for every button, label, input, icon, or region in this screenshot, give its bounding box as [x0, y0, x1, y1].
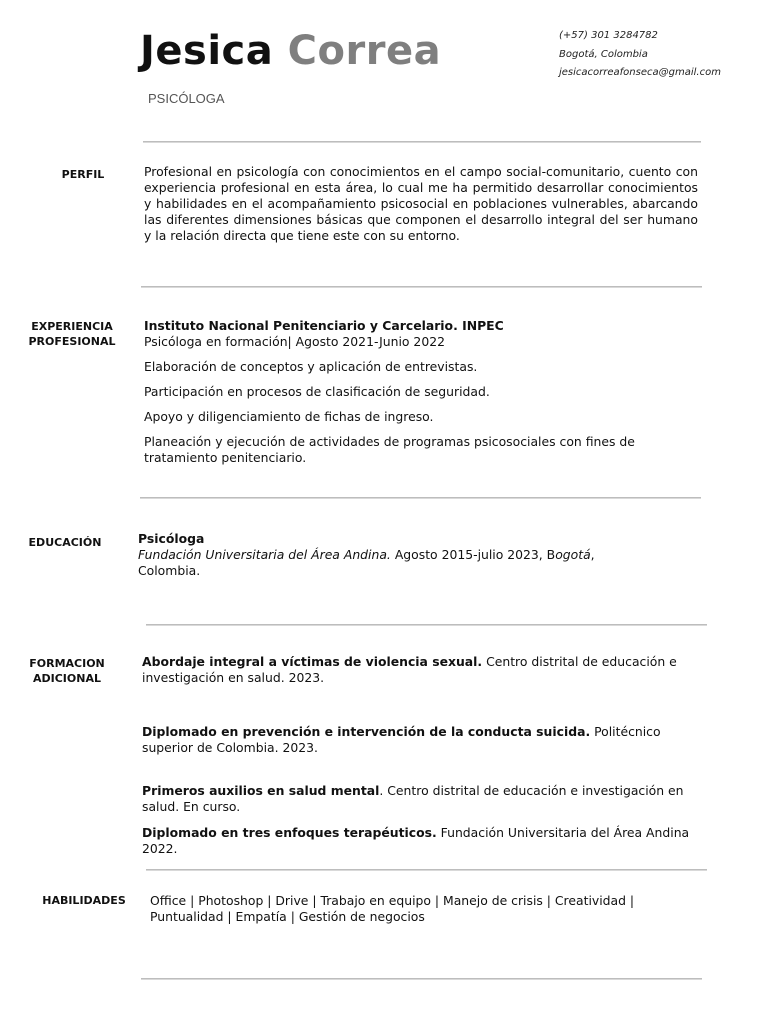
divider [141, 978, 702, 980]
education-country: , Colombia. [138, 547, 595, 578]
perfil-text: Profesional en psicología con conocimientos en el campo social-comunitario, cuento con experiencia profesional en esta área, lo cual me ha permitido desarrollar conocimientos y habilidades en el acompañamiento psicosocial en poblaciones vulnerables, abarcando las diferentes dimensiones básicas que componen el desarrollo integral del ser humano y la relación directa que tiene este con su entorno. [144, 164, 698, 243]
degree: Psicóloga [138, 531, 205, 546]
education-entry [138, 531, 638, 579]
experience-entry [144, 318, 704, 466]
duty-item: Apoyo y diligenciamiento de fichas de ingreso. [144, 409, 434, 424]
contact-email: jesicacorreafonseca@gmail.com [559, 67, 721, 78]
course-item [142, 654, 692, 686]
divider [140, 497, 701, 499]
first-name: Jesica [140, 28, 274, 74]
institution: Fundación Universitaria del Área Andina. [138, 547, 391, 562]
course-item [142, 825, 692, 857]
candidate-name [140, 28, 441, 74]
contact-phone: (+57) 301 3284782 [559, 30, 658, 41]
course-title: Abordaje integral a víctimas de violencia sexual. [142, 654, 483, 669]
label-line: EXPERIENCIA [31, 320, 113, 333]
last-name: Correa [287, 28, 442, 74]
divider [146, 869, 707, 871]
skills-text: Office | Photoshop | Drive | Trabajo en equipo | Manejo de crisis | Creatividad | Puntualidad | Empatía | Gestión de negocios [150, 893, 635, 924]
label-line: FORMACION [29, 657, 105, 670]
divider [141, 286, 702, 288]
education-dates: Agosto 2015-julio 2023, B [390, 547, 556, 562]
contact-location: Bogotá, Colombia [559, 49, 648, 60]
duty-item: Elaboración de conceptos y aplicación de entrevistas. [144, 359, 478, 374]
label-line: ADICIONAL [33, 672, 101, 685]
section-label-formacion [18, 656, 116, 686]
course-detail: . Centro distrital de educación e investigación en salud. En curso. [142, 783, 684, 814]
course-detail: Politécnico superior de Colombia. 2023. [142, 724, 661, 755]
course-title: Primeros auxilios en salud mental [142, 783, 380, 798]
course-title: Diplomado en tres enfoques terapéuticos. [142, 825, 437, 840]
course-title: Diplomado en prevención e intervención de la conducta suicida. [142, 724, 591, 739]
education-city: ogotá [555, 547, 591, 562]
duty-item: Planeación y ejecución de actividades de programas psicosociales con fines de tratamiento penitenciario. [144, 434, 635, 465]
course-item [142, 783, 692, 815]
course-detail: Centro distrital de educación e investigación en salud. 2023. [142, 654, 677, 685]
position: Psicóloga en formación| Agosto 2021-Junio 2022 [144, 334, 445, 349]
divider [143, 141, 701, 143]
section-label-experiencia [18, 319, 126, 349]
course-item [142, 724, 692, 756]
section-label-educacion: EDUCACIÓN [28, 536, 102, 549]
divider [146, 624, 707, 626]
label-line: PROFESIONAL [28, 335, 116, 348]
section-label-habilidades: HABILIDADES [42, 894, 126, 907]
duty-item: Participación en procesos de clasificación de seguridad. [144, 384, 490, 399]
education-detail [138, 547, 638, 579]
section-label-perfil: PERFIL [61, 168, 105, 181]
job-title: PSICÓLOGA [148, 91, 225, 106]
course-detail: Fundación Universitaria del Área Andina 2022. [142, 825, 690, 856]
employer: Instituto Nacional Penitenciario y Carcelario. INPEC [144, 318, 504, 333]
